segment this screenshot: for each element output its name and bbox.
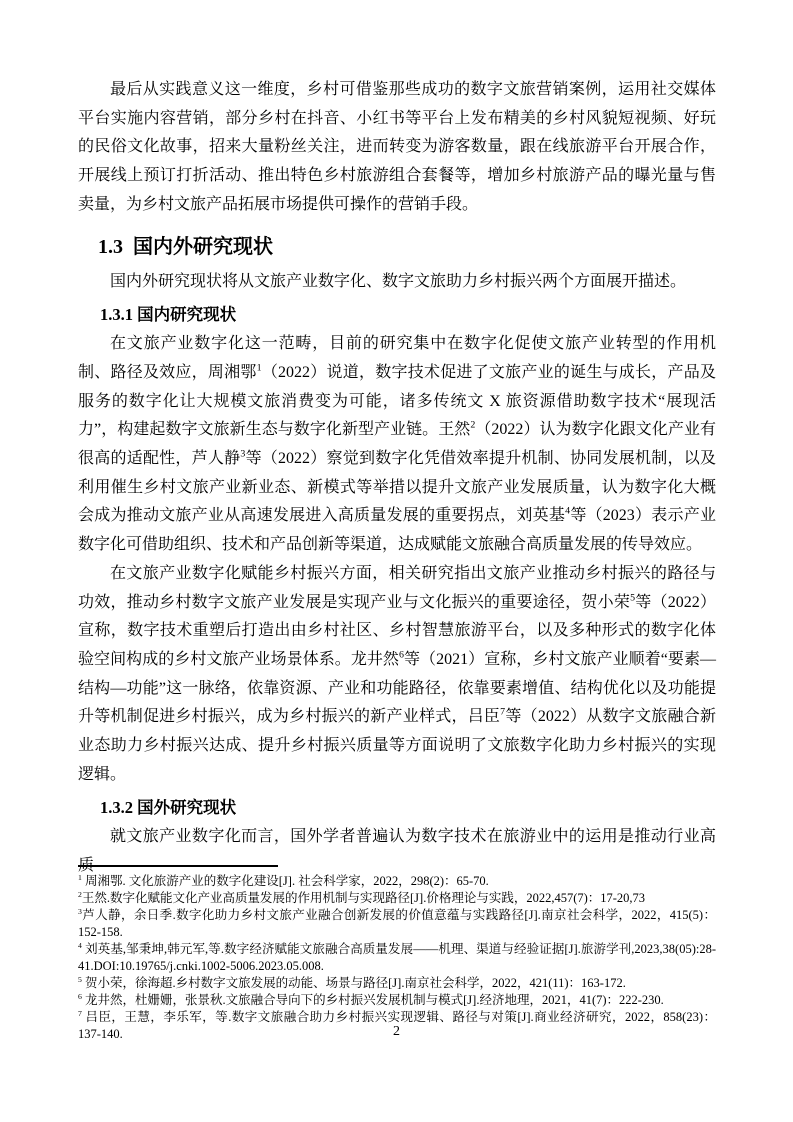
footnote-text: 吕臣，王慧，李乐军，等.数字文旅融合助力乡村振兴实现逻辑、路径与对策[J].商业经济研究，2022，858(23)：137-140. (78, 1010, 716, 1041)
footnote-number: 6 (78, 991, 82, 1001)
footnote-text: 芦人静，余日季.数字化助力乡村文旅产业融合创新发展的价值意蕴与实践路径[J].南京社会科学，2022，415(5)：152-158. (78, 908, 716, 939)
page-body (78, 76, 716, 881)
paragraph-foreign-research: 就文旅产业数字化而言，国外学者普遍认为数字技术在旅游业中的运用是推动行业高质 (78, 828, 716, 875)
footnote-item (78, 907, 716, 941)
footnote-number: 4 (78, 940, 82, 950)
footnote-separator (78, 865, 278, 867)
footnote-number: 5 (78, 974, 82, 984)
paragraph-practice-significance: 最后从实践意义这一维度，乡村可借鉴那些成功的数字文旅营销案例，运用社交媒体平台实施内容营销，部分乡村在抖音、小红书等平台上发布精美的乡村风貌短视频、好玩的民俗文化故事，招来大量粉丝关注，进而转变为游客数量，跟在线旅游平台开展合作，开展线上预订打折活动、推出特色乡村旅游组合套餐等，增加乡村旅游产品的曝光量与售卖量，为乡村文旅产品拓展市场提供可操作的营销手段。 (78, 81, 716, 213)
footnote-item (78, 941, 716, 975)
footnote-text: 周湘鄂. 文化旅游产业的数字化建设[J]. 社会科学家，2022，298(2)：65-70. (81, 874, 489, 888)
section-heading-1-3: 1.3 国内外研究现状 (98, 235, 273, 258)
footnotes-section (78, 865, 716, 1043)
paragraph-domestic-digitization: 在文旅产业数字化这一范畴，目前的研究集中在数字化促使文旅产业转型的作用机制、路径及效应，周湘鄂$^1$（2022）说道，数字技术促进了文旅产业的诞生与成长，产品及服务的数字化让大规模文旅消费变为可能，诸多传统文 X 旅资源借助数字技术“展现活力”，构建起数字文旅新生态与数字化新型产业链。王然$^2$（2022）认为数字化跟文化产业有很高的适配性，芦人静$^3$等（2022）察觉到数字化凭借效率提升机制、协同发展机制，以及利用催生乡村文旅产业新业态、新模式等举措以提升文旅产业发展质量，认为数字化大概会成为推动文旅产业从高速发展进入高质量发展的重要拐点，刘英基$^4$等（2023）表示产业数字化可借助组织、技术和产品创新等渠道，达成赋能文旅融合高质量发展的传导效应。 (78, 335, 716, 554)
footnote-text: 王然.数字化赋能文化产业高质量发展的作用机制与实现路径[J].价格理论与实践，2022,457(7)：17-20,73 (81, 891, 646, 905)
footnote-text: 贺小荣，徐海超.乡村数字文旅发展的动能、场景与路径[J].南京社会科学，2022，421(11)：163-172. (81, 976, 626, 990)
footnote-item (78, 975, 716, 992)
footnote-text: 龙井然，杜姗姗，张景秋.文旅融合导向下的乡村振兴发展机制与模式[J].经济地理，2021，41(7)：222-230. (81, 993, 664, 1007)
footnote-item (78, 873, 716, 890)
subsection-heading-1-3-1: 1.3.1 国内研究现状 (100, 305, 237, 325)
footnote-number: 3 (78, 906, 82, 916)
subsection-heading-1-3-2: 1.3.2 国外研究现状 (100, 798, 237, 818)
page-number: 2 (393, 1024, 400, 1039)
footnote-number: 1 (78, 872, 82, 882)
footnote-item (78, 992, 716, 1009)
footnote-number: 2 (78, 889, 82, 899)
footnote-number: 7 (78, 1008, 82, 1018)
footnote-item (78, 890, 716, 907)
paragraph-domestic-rural-revitalization: 在文旅产业数字化赋能乡村振兴方面，相关研究指出文旅产业推动乡村振兴的路径与功效，推动乡村数字文旅产业发展是实现产业与文化振兴的重要途径，贺小荣$^5$等（2022）宣称，数字技术重塑后打造出由乡村社区、乡村智慧旅游平台，以及多种形式的数字化体验空间构成的乡村文旅产业场景体系。龙井然$^6$等（2021）宣称，乡村文旅产业顺着“要素—结构—功能”这一脉络，依靠资源、产业和功能路径，依靠要素增值、结构优化以及功能提升等机制促进乡村振兴，成为乡村振兴的新产业样式，吕臣$^7$等（2022）从数字文旅融合新业态助力乡村振兴达成、提升乡村振兴质量等方面说明了文旅数字化助力乡村振兴的实现逻辑。 (78, 564, 716, 783)
paragraph-overview: 国内外研究现状将从文旅产业数字化、数字文旅助力乡村振兴两个方面展开描述。 (110, 272, 687, 290)
footnote-text: 刘英基,邹秉坤,韩元军,等.数字经济赋能文旅融合高质量发展——机理、渠道与经验证据[J].旅游学刊,2023,38(05):28-41.DOI:10.19765/j.cnki.1002-5006.2023.05.008. (78, 942, 716, 973)
